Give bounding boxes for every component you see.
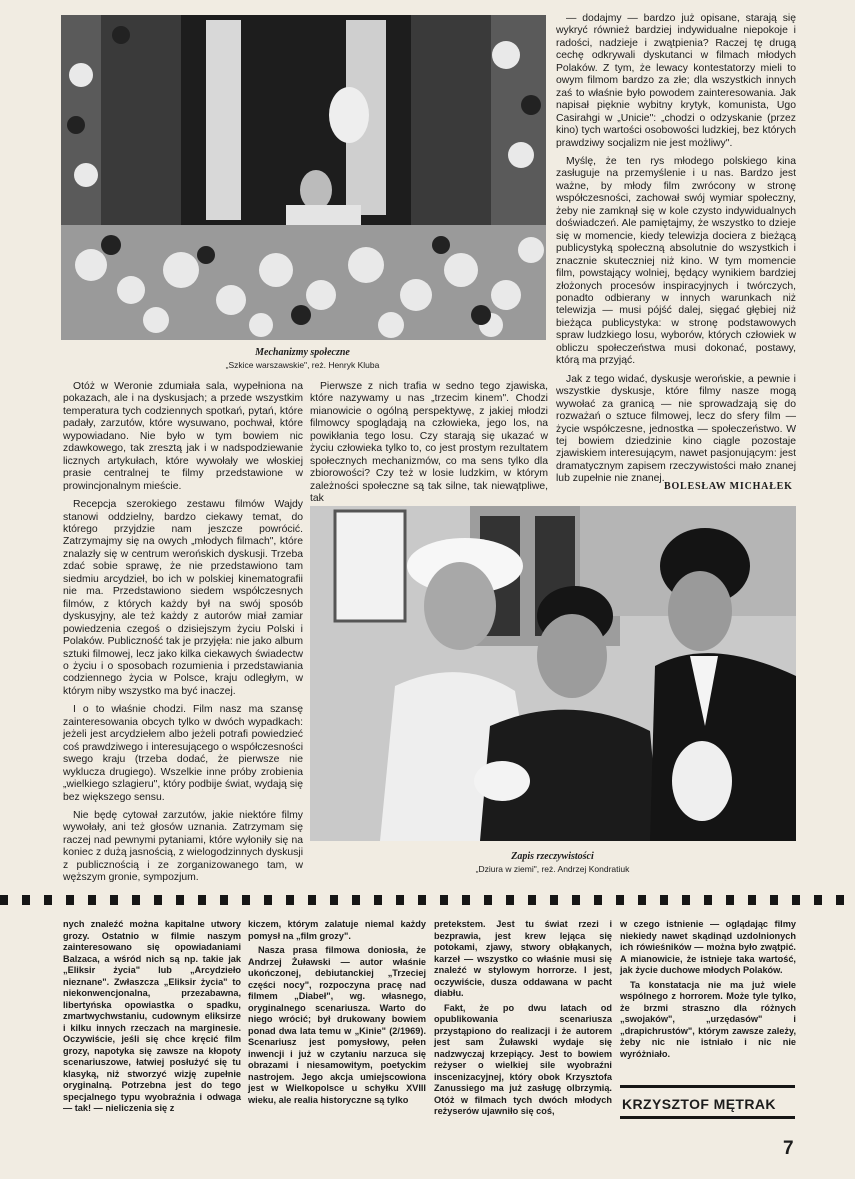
lower-column-1	[63, 919, 241, 1118]
lower-column-3	[434, 919, 612, 1121]
article-column-2	[310, 381, 548, 512]
paragraph: pretekstem. Jest tu świat rzezi i bezprawia, jest krew lejąca się potokami, zjawy, stwory obłąkanych, karzeł — wszystko co właśnie musi się znaleźć w stylowym horrorze. I jest, oczywiście, dusza oddawana w pacht diabłu.	[434, 919, 612, 998]
paragraph: Ta konstatacja nie ma już wiele wspólnego z horrorem. Może tyle tylko, że brzmi straszno dla różnych „swojaków", „urzędasów" i „drapichrustów", którym zawsze zależy, żeby nic nie istniało i nic nie wyróżniało.	[620, 979, 796, 1059]
paragraph: Nie będę cytował zarzutów, jakie niektóre filmy wywołały, ani też głosów uznania. Zatrzymam się raczej nad pewnymi pytaniami, które wyłoniły się na koniec z dużą jasnością, z wielogodzinnych dyskusji z publicznością i ze zorganizowanego tam, w węższym gronie, sympozjum.	[63, 809, 303, 884]
caption-middle-title: Zapis rzeczywistości	[511, 851, 594, 862]
caption-middle-photo	[400, 851, 705, 875]
paragraph: — dodajmy — bardzo już opisane, starają się wykryć również bardziej indywidualne niepokoje i radości, nadzieje i zwątpienia? Raczej tę drugą cechę odkrywali dyskutanci w filmach młodych Polaków. Z tym, że lewacy kontestatorzy mieli to owym filmom bardzo za złe; dla wszystkich innych zaś to właśnie było powodem zainteresowania. Jak napisał pięknie wybitny krytyk, komunista, Ugo Casirahgi w „Unicie": „chodzi o odzyskanie (przez kino) tych wartości osobowości ludzkiej, bez których prawdziwy socjalizm nie jest możliwy".	[556, 13, 796, 149]
paragraph: Myślę, że ten rys młodego polskiego kina zasługuje na przemyślenie i u nas. Bardzo jest ważne, by młody film zwrócony w stronę współczesności, zachował swój wymiar społeczny, żeby nie zamknął się w kole czysto indywidualnych doświadczeń. Ale pamiętajmy, że wszystko to dzieje się w momencie, kiedy telewizja dociera z bieżącą publicystyką społeczną absolutnie do wszystkich i znacznie skuteczniej niż kino. W tym momencie film, powstający wolniej, będący wynikiem bardziej złożonych procesów inspiracyjnych i twórczych, ponadto odbierany w innych warunkach niż telewizja — musi pójść dalej, sięgać głębiej niż bieżąca publicystyka: w stronę podstawowych spraw ludzkiego losu, wyborów, których człowiek w obliczu społeczeństwa musi dokonać, postawy, którą ma przyjąć.	[556, 155, 796, 367]
paragraph: Recepcja szerokiego zestawu filmów Wajdy stanowi oddzielny, bardzo ciekawy temat, do którego przyjdzie nam jeszcze powrócić. Zatrzymajmy się na owych „młodych filmach", które znalazły się w centrum werońskich dyskusji. Trzeba zdać sobie sprawę, że nie przedstawiono tam siedmiu arcydzieł, bo ich w polskiej kinematografii nie ma. Przedstawiono siedem współczesnych filmów, z których każdy był na swój sposób dyskusyjny, ale też każdy z autorów miał zamiar powiedzenia czegoś o dzisiejszym życiu Polski i Polaków. Publiczność tak je przyjęła: nie jako album sztuki filmowej, lecz jako kilka ciekawych świadectw o życiu i o sposobach rozumienia i przedstawiania codziennego życia w Polsce, kraju odległym, w którym niby wszystko ma być inaczej.	[63, 499, 303, 697]
dashed-separator	[0, 895, 855, 905]
author-name: KRZYSZTOF MĘTRAK	[622, 1096, 776, 1112]
paragraph: Nasza prasa filmowa doniosła, że Andrzej Żuławski — autor właśnie ukończonej, debiutanckiej „Trzeciej części nocy", rozpoczyna pracę nad filmem „Diabeł", wg. własnego, oryginalnego scenariusza. Warto do niego wrócić; był drukowany bowiem ponad dwa lata temu w „Kinie" (2/1969). Scenariusz jest pomysłowy, pełen inwencji i już w czytaniu narzuca się obrazami i niesamowitym, poetyckim nastrojem. Jego akcja umiejscowiona jest w Wielkopolsce u schyłku XVIII wieku, ale realia historyczne są tylko	[248, 945, 426, 1105]
caption-top-sub: „Szkice warszawskie", reż. Henryk Kluba	[225, 360, 380, 370]
photo-zapis-rzeczywistosci	[310, 506, 796, 841]
paragraph: kiczem, którym zalatuje niemal każdy pomysł na „film grozy".	[248, 919, 426, 941]
paragraph: Jak z tego widać, dyskusje werońskie, a pewnie i wszystkie dyskusje, które filmy nasze mogą wywołać za granicą — nie sprowadzają się do rozważań o sztuce filmowej, lecz do sfery film — życie współczesne, jednostka — społeczeństwo. W tej bowiem dziedzinie kino ciągle pozostaje zjawiskiem interesującym, nawet pasjonującym: jest dramatycznym zapisem rzeczywistości mało znanej lub zupełnie nie znanej.	[556, 373, 796, 485]
paragraph: Fakt, że po dwu latach od opublikowania scenariusza przystąpiono do realizacji i że autorem jest sam Żuławski wydaje się nadzwyczaj krzepiący. Jest to bowiem reżyser o wielkiej sile wyobraźni inscenizacyjnej, który obok Krzysztofa Zanussiego ma już zasługę olbrzymią. Otóż w filmach tych dwóch młodych reżyserów ujawniło się coś,	[434, 1002, 612, 1116]
paragraph: I o to właśnie chodzi. Film nasz ma szansę zainteresowania obcych tylko w dwóch wypadkach: jeżeli jest arcydziełem albo jeżeli potrafi powiedzieć coś prawdziwego i interesującego o współczesności swego kraju (trzeba dodać, że pierwsze nie wyklucza drugiego). Wszelkie inne próby zrobienia „wielkiego szlagieru", który podbije świat, wydają się bez większego sensu.	[63, 704, 303, 803]
article-signature: BOLESŁAW MICHAŁEK	[664, 481, 793, 492]
caption-middle-sub: „Dziura w ziemi", reż. Andrzej Kondratiuk	[475, 864, 630, 874]
page-number: 7	[783, 1138, 794, 1159]
paragraph: Pierwsze z nich trafia w sedno tego zjawiska, które nazywamy u nas „trzecim kinem". Chodzi mianowicie o ogólną perspektywę, z jakiej młodzi filmowcy spoglądają na człowieka, jego los, na powikłania tego losu. Czy starają się ukazać w życiu człowieka tylko to, co jest prostym rezultatem społecznych mechanizmów, co ma sens tylko dla zbiorowości? Czy też w losie ludzkim, w którym zależności społeczne są tak silne, tak niewątpliwe, tak	[310, 381, 548, 505]
lower-column-2	[248, 919, 426, 1109]
paragraph: nych znaleźć można kapitalne utwory grozy. Ostatnio w filmie naszym zainteresowano się opowiadaniami Balzaca, a wśród nich są np. takie jak „Eliksir życia" lub „Arcydzieło nieznane". Zwłaszcza „Eliksir życia" to niekonwencjonalna, przezabawna, libertyńska opowiastka o spadku, zmartwychwstaniu, cudownym eliksirze i kilku innych rzeczach na marginesie. Oczywiście, jeśli się chce kręcić film grozy, napotyka się zawsze na kłopoty scenariuszowe, łatwiej posłużyć się tu klasyką, niż stworzyć wizję zupełnie oryginalną. Potrzebna jest do tego specjalnego typu wyobraźnia i odwaga — tak! — nieliczenia się z	[63, 919, 241, 1113]
caption-top-title: Mechanizmy społeczne	[255, 347, 350, 358]
caption-top-photo	[150, 347, 455, 371]
paragraph: w czego istnienie — oglądając filmy niekiedy nawet skądinąd uzdolnionych ich rówieśników — można było zwątpić. A mianowicie, że istnieje taka wartość, jak życie duchowe młodych Polaków.	[620, 919, 796, 975]
lower-column-4	[620, 919, 796, 1063]
photo-mechanizmy-spoleczne	[61, 15, 546, 340]
paragraph: Otóż w Weronie zdumiała sala, wypełniona na pokazach, ale i na dyskusjach; a przede wszystkim temperatura tych codziennych spotkań, pytań, które padały, zarzutów, które wysuwano, pochwał, które wypowiadano. Nie było w tym bowiem nic zdawkowego, tak zresztą jak i w nadspodziewanie licznych artykułach, które wywołały we włoskiej prasie centralnej te filmy przedstawione w prowincjonalnym mieście.	[63, 381, 303, 492]
article-column-1	[63, 381, 303, 891]
article-column-3	[556, 13, 796, 492]
